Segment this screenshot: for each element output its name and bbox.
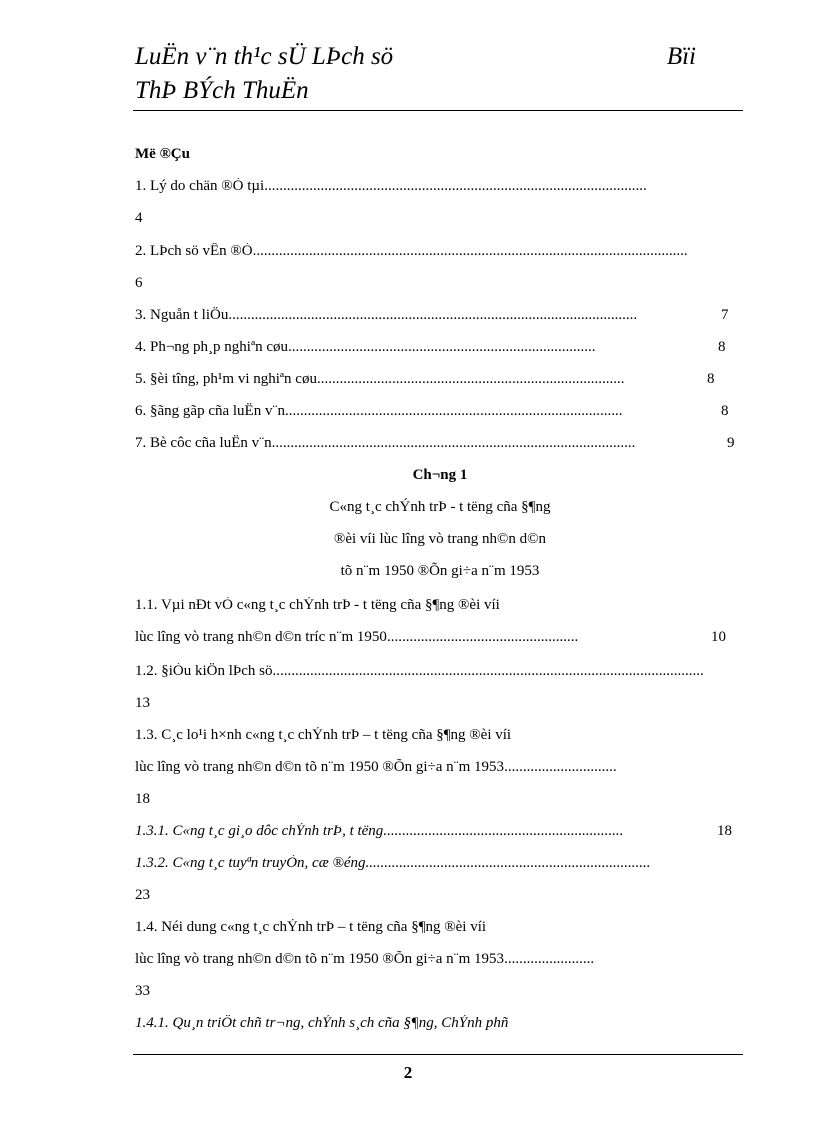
header-rule bbox=[133, 110, 743, 111]
toc-page: 6 bbox=[135, 275, 143, 291]
leader-dots: ...................................................................................................... bbox=[264, 178, 647, 194]
toc-page: 9 bbox=[727, 435, 735, 451]
toc-page: 4 bbox=[135, 210, 143, 226]
toc-section-line: 1.4.1. Qu¸n triÖt chñ tr¬ng, chÝnh s¸ch cña §¶ng, ChÝnh phñ bbox=[135, 1015, 509, 1031]
leader-dots: ............................................................................................................. bbox=[228, 307, 638, 323]
toc-page: 10 bbox=[711, 629, 726, 645]
toc-item: 2. LÞch sö vÊn ®Ò.................................................................................................................... bbox=[135, 243, 688, 259]
page-number: 2 bbox=[403, 1063, 413, 1082]
toc-heading: Më ®Çu bbox=[135, 146, 190, 162]
leader-dots: .............................. bbox=[504, 759, 617, 775]
leader-dots: ............................................................................ bbox=[365, 855, 651, 871]
toc-section-line: 1.4. Néi dung c«ng t¸c chÝnh trÞ – t tëng cña §¶ng ®èi víi bbox=[135, 919, 487, 935]
leader-dots: .................................................................................. bbox=[316, 371, 625, 387]
toc-item: 1. Lý do chän ®Ò tµi...................................................................................................... bbox=[135, 178, 647, 194]
toc-page: 13 bbox=[135, 695, 150, 711]
toc-item: 1.2. §iÒu kiÖn lÞch sö................................................................................................................... bbox=[135, 663, 704, 679]
header-author-name: ThÞ BÝch ThuËn bbox=[135, 77, 309, 104]
toc-item: lùc lîng vò trang nh©n d©n tõ n¨m 1950 ®Õn gi÷a n¨m 1953........................ bbox=[135, 951, 595, 967]
toc-page: 8 bbox=[721, 403, 729, 419]
toc-page: 18 bbox=[717, 823, 732, 839]
header-author-first: Bïi bbox=[666, 43, 696, 70]
leader-dots: .......................................................................................... bbox=[284, 403, 623, 419]
toc-item: 1.3.1. C«ng t¸c gi¸o dôc chÝnh trÞ, t tëng................................................................ bbox=[135, 823, 624, 839]
toc-page: 33 bbox=[135, 983, 150, 999]
toc-item: lùc lîng vò trang nh©n d©n tõ n¨m 1950 ®Õn gi÷a n¨m 1953.............................. bbox=[135, 759, 617, 775]
toc-item: 6. §ãng gãp cña luËn v¨n.......................................................................................... bbox=[135, 403, 623, 419]
leader-dots: ........................ bbox=[504, 951, 595, 967]
leader-dots: ................................................... bbox=[386, 629, 579, 645]
toc-item: 4. Ph¬ng ph¸p nghiªn cøu.................................................................................. bbox=[135, 339, 596, 355]
toc-item: 7. Bè côc cña luËn v¨n................................................................................................. bbox=[135, 435, 636, 451]
toc-item: 5. §èi tîng, ph¹m vi nghiªn cøu.................................................................................. bbox=[135, 371, 625, 387]
leader-dots: .................................................................................................................... bbox=[252, 243, 688, 259]
toc-item: lùc lîng vò trang nh©n d©n tríc n¨m 1950................................................... bbox=[135, 629, 579, 645]
toc-page: 8 bbox=[718, 339, 726, 355]
toc-page: 8 bbox=[707, 371, 715, 387]
leader-dots: .................................................................................. bbox=[288, 339, 596, 355]
toc-page: 7 bbox=[721, 307, 729, 323]
header-title: LuËn v¨n th¹c sÜ LÞch sö bbox=[135, 43, 394, 70]
toc-item: 3. Nguån t liÖu............................................................................................................. bbox=[135, 307, 638, 323]
chapter-label: Ch¬ng 1 bbox=[412, 467, 468, 483]
leader-dots: ................................................................................................................... bbox=[272, 663, 704, 679]
leader-dots: ................................................................ bbox=[383, 823, 624, 839]
toc-item: 1.3.2. C«ng t¸c tuyªn truyÒn, cæ ®éng............................................................................ bbox=[135, 855, 651, 871]
chapter-title-line: C«ng t¸c chÝnh trÞ - t tëng cña §¶ng bbox=[329, 499, 551, 515]
footer-rule bbox=[133, 1054, 743, 1055]
toc-section-line: 1.1. Vµi nÐt vÒ c«ng t¸c chÝnh trÞ - t tëng cña §¶ng ®èi víi bbox=[135, 597, 500, 613]
toc-page: 18 bbox=[135, 791, 150, 807]
toc-section-line: 1.3. C¸c lo¹i h×nh c«ng t¸c chÝnh trÞ – t tëng cña §¶ng ®èi víi bbox=[135, 727, 512, 743]
chapter-title-line: ®èi víi lùc lîng vò trang nh©n d©n bbox=[333, 531, 547, 547]
toc-page: 23 bbox=[135, 887, 150, 903]
leader-dots: ................................................................................................. bbox=[271, 435, 636, 451]
running-header bbox=[135, 40, 743, 110]
chapter-title-line: tõ n¨m 1950 ®Õn gi÷a n¨m 1953 bbox=[340, 563, 540, 579]
